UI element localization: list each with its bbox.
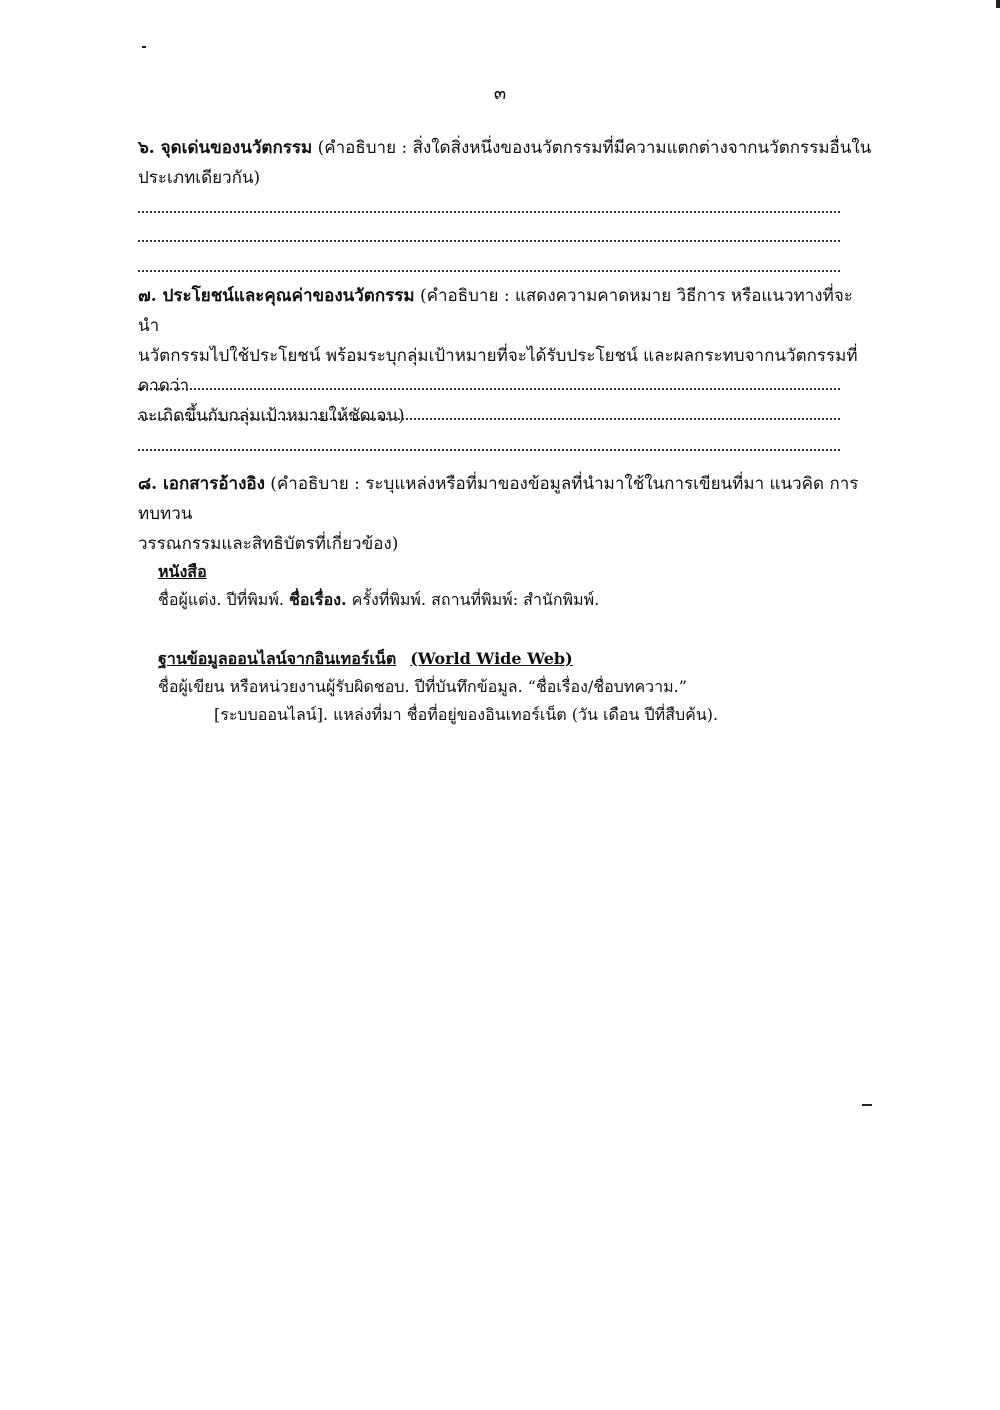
answer-line xyxy=(138,211,840,213)
reference-book-title: หนังสือ xyxy=(158,562,207,581)
answer-line xyxy=(138,270,840,272)
section-7-description: (คำอธิบาย : แสดงความคาดหมาย วิธีการ หรือแนวทางที่จะนำ xyxy=(138,286,853,336)
reference-online xyxy=(158,645,858,729)
section-6-line-1 xyxy=(138,133,873,163)
section-7-heading: ๗. ประโยชน์และคุณค่าของนวัตกรรม xyxy=(138,286,415,306)
reference-book-format-part1: ชื่อผู้แต่ง. ปีที่พิมพ์. xyxy=(158,590,290,609)
section-7-line-1 xyxy=(138,281,873,341)
reference-online-format-line-2: [ระบบออนไลน์]. แหล่งที่มา ชื่อที่อยู่ของอินเทอร์เน็ต (วัน เดือน ปีที่สืบค้น). xyxy=(214,705,719,724)
section-6 xyxy=(138,133,873,193)
scan-mark xyxy=(996,0,1000,8)
section-6-description: (คำอธิบาย : สิ่งใดสิ่งหนึ่งของนวัตกรรมที่มีความแตกต่างจากนวัตกรรมอื่นใน xyxy=(312,138,872,158)
section-7-line-3: จะเกิดขึ้นกับกลุ่มเป้าหมายให้ชัดเจน) xyxy=(138,406,405,426)
answer-line xyxy=(138,240,840,242)
reference-online-title xyxy=(158,645,858,673)
section-7-line-2: นวัตกรรมไปใช้ประโยชน์ พร้อมระบุกลุ่มเป้าหมายที่จะได้รับประโยชน์ และผลกระทบจากนวัตกรรมที่คาดว่า xyxy=(138,346,858,396)
page-number: ๓ xyxy=(493,83,507,104)
answer-line xyxy=(138,449,840,451)
section-8-description: (คำอธิบาย : ระบุแหล่งหรือที่มาของข้อมูลที่นำมาใช้ในการเขียนที่มา แนวคิด การทบทวน xyxy=(138,474,859,524)
reference-book-format xyxy=(158,586,858,614)
section-7 xyxy=(138,281,873,431)
section-8 xyxy=(138,469,873,559)
reference-book-format-part2: ครั้งที่พิมพ์. สถานที่พิมพ์: สำนักพิมพ์. xyxy=(346,590,600,609)
section-8-line-2: วรรณกรรมและสิทธิบัตรที่เกี่ยวข้อง) xyxy=(138,534,399,554)
reference-online-title-thai: ฐานข้อมูลออนไลน์จากอินเทอร์เน็ต xyxy=(158,649,397,668)
section-6-heading: ๖. จุดเด่นของนวัตกรรม xyxy=(138,138,313,158)
reference-book xyxy=(158,558,858,614)
reference-book-format-title: ชื่อเรื่อง. xyxy=(289,590,347,609)
section-8-line-1 xyxy=(138,469,873,529)
scan-mark xyxy=(862,1104,872,1106)
reference-online-format-line-1: ชื่อผู้เขียน หรือหน่วยงานผู้รับผิดชอบ. ปีที่บันทึกข้อมูล. “ชื่อเรื่อง/ชื่อบทความ.” xyxy=(158,677,687,696)
reference-online-title-en: (World Wide Web) xyxy=(410,649,573,668)
answer-line xyxy=(138,388,840,390)
scan-mark xyxy=(142,46,146,48)
section-8-heading: ๘. เอกสารอ้างอิง xyxy=(138,474,265,494)
section-6-line-2: ประเภทเดียวกัน) xyxy=(138,168,261,188)
answer-line xyxy=(138,418,840,420)
